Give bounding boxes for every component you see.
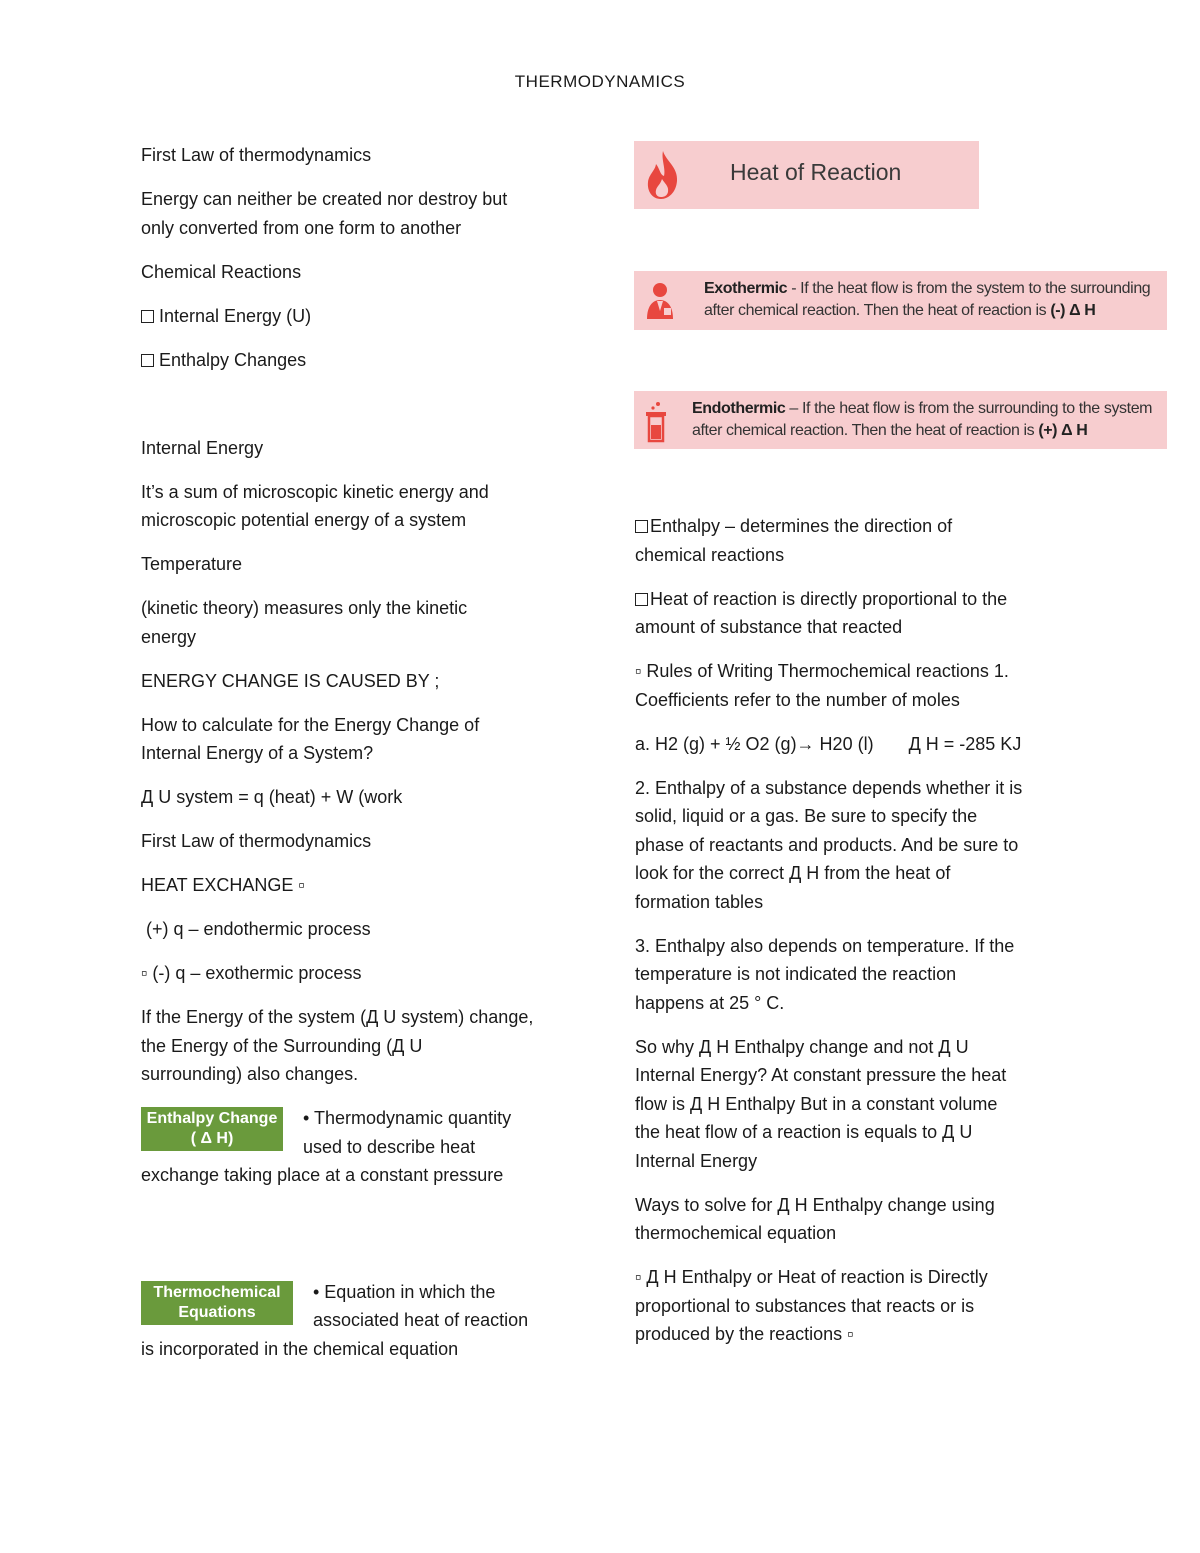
rule-2: 2. Enthalpy of a substance depends whether it is solid, liquid or a gas. Be sure to specify the phase of reactants and products. And be sure to look for the correct Д H from the heat of formation tables (635, 777, 1023, 912)
exothermic-process: ▫ (-) q – exothermic process (141, 963, 362, 983)
enthalpy-desc-line2: used to describe heat (303, 1136, 476, 1157)
heat-of-reaction-title: Heat of Reaction (730, 159, 902, 185)
first-law-heading: First Law of thermodynamics (141, 145, 372, 165)
first-law-heading-2: First Law of thermodynamics (141, 831, 372, 851)
exothermic-banner (634, 271, 1167, 330)
heat-of-reaction-banner (634, 141, 979, 209)
internal-energy-heading: Internal Energy (141, 437, 264, 458)
checkbox-icon (635, 593, 648, 606)
checkbox-icon (141, 354, 154, 367)
right-column (635, 512, 1075, 1364)
left-column (141, 141, 571, 1363)
page-title: THERMODYNAMICS (514, 72, 686, 91)
chemical-reactions-heading: Chemical Reactions (141, 261, 302, 282)
test-tube-icon (644, 401, 668, 448)
endothermic-process: (+) q – endothermic process (141, 919, 371, 939)
kinetic-theory-text: (kinetic theory) measures only the kinetic energy (141, 598, 468, 647)
thermochemical-label: Thermochemical Equations (141, 1281, 293, 1325)
endothermic-banner (634, 391, 1167, 449)
rule-3: 3. Enthalpy also depends on temperature. If the temperature is not indicated the reaction happens at 25 ° C. (635, 935, 1015, 1013)
checklist-item-internal-energy: Internal Energy (U) (141, 302, 571, 331)
enthalpy-direction-item: Enthalpy – determines the direction of chemical reactions (635, 516, 953, 565)
energy-definition: Energy can neither be created nor destroy but only converted from one form to another (141, 189, 508, 238)
thermochemical-block (141, 1278, 571, 1364)
flame-icon (644, 149, 682, 206)
exothermic-text: Exothermic - If the heat flow is from the system to the surrounding after chemical reaction. Then the heat of reaction is (-) Δ H (704, 280, 1151, 319)
endothermic-text: Endothermic – If the heat flow is from the surrounding to the system after chemical reaction. Then the heat of reaction is (+) Δ H (692, 400, 1153, 439)
checkbox-icon (141, 310, 154, 323)
ways-to-solve-text: Ways to solve for Д H Enthalpy change using thermochemical equation (635, 1194, 995, 1243)
enthalpy-proportional-text: ▫ Д H Enthalpy or Heat of reaction is Directly proportional to substances that reacts or is produced by the reactions ▫ (635, 1267, 988, 1344)
person-icon (644, 281, 676, 326)
internal-energy-definition: It’s a sum of microscopic kinetic energy and microscopic potential energy of a system (141, 481, 489, 530)
energy-change-caused-heading: ENERGY CHANGE IS CAUSED BY ; (141, 670, 440, 691)
enthalpy-change-label: Enthalpy Change ( Δ H) (141, 1107, 283, 1151)
rules-heading: ▫ Rules of Writing Thermochemical reactions 1. Coefficients refer to the number of moles (635, 661, 1009, 710)
energy-equation: Д U system = q (heat) + W (work (141, 787, 403, 807)
temperature-heading: Temperature (141, 554, 243, 574)
thermo-desc-line2: associated heat of reaction (313, 1310, 529, 1330)
enthalpy-change-block (141, 1104, 571, 1190)
thermo-desc-line1: • Equation in which the (313, 1281, 496, 1302)
thermo-desc-line3: is incorporated in the chemical equation (141, 1338, 459, 1359)
heat-proportional-item: Heat of reaction is directly proportional to the amount of substance that reacted (635, 588, 1008, 637)
checkbox-icon (635, 520, 648, 533)
heat-exchange-heading: HEAT EXCHANGE ▫ (141, 875, 305, 895)
enthalpy-desc-line3: exchange taking place at a constant pressure (141, 1165, 504, 1185)
example-equation: a. H2 (g) + ½ O2 (g)→ H20 (l) Д H = -285 KJ (635, 733, 1022, 754)
calc-question: How to calculate for the Energy Change of Internal Energy of a System? (141, 714, 480, 763)
system-surrounding-text: If the Energy of the system (Д U system) change, the Energy of the Surrounding (Д U surrounding) also changes. (141, 1007, 534, 1084)
enthalpy-desc-line1: • Thermodynamic quantity (303, 1108, 512, 1128)
checklist-item-enthalpy: Enthalpy Changes (141, 346, 571, 375)
why-enthalpy-text: So why Д H Enthalpy change and not Д U Internal Energy? At constant pressure the heat flow is Д H Enthalpy But in a constant volume the heat flow of a reaction is equals to Д U Internal Energy (635, 1036, 1007, 1171)
